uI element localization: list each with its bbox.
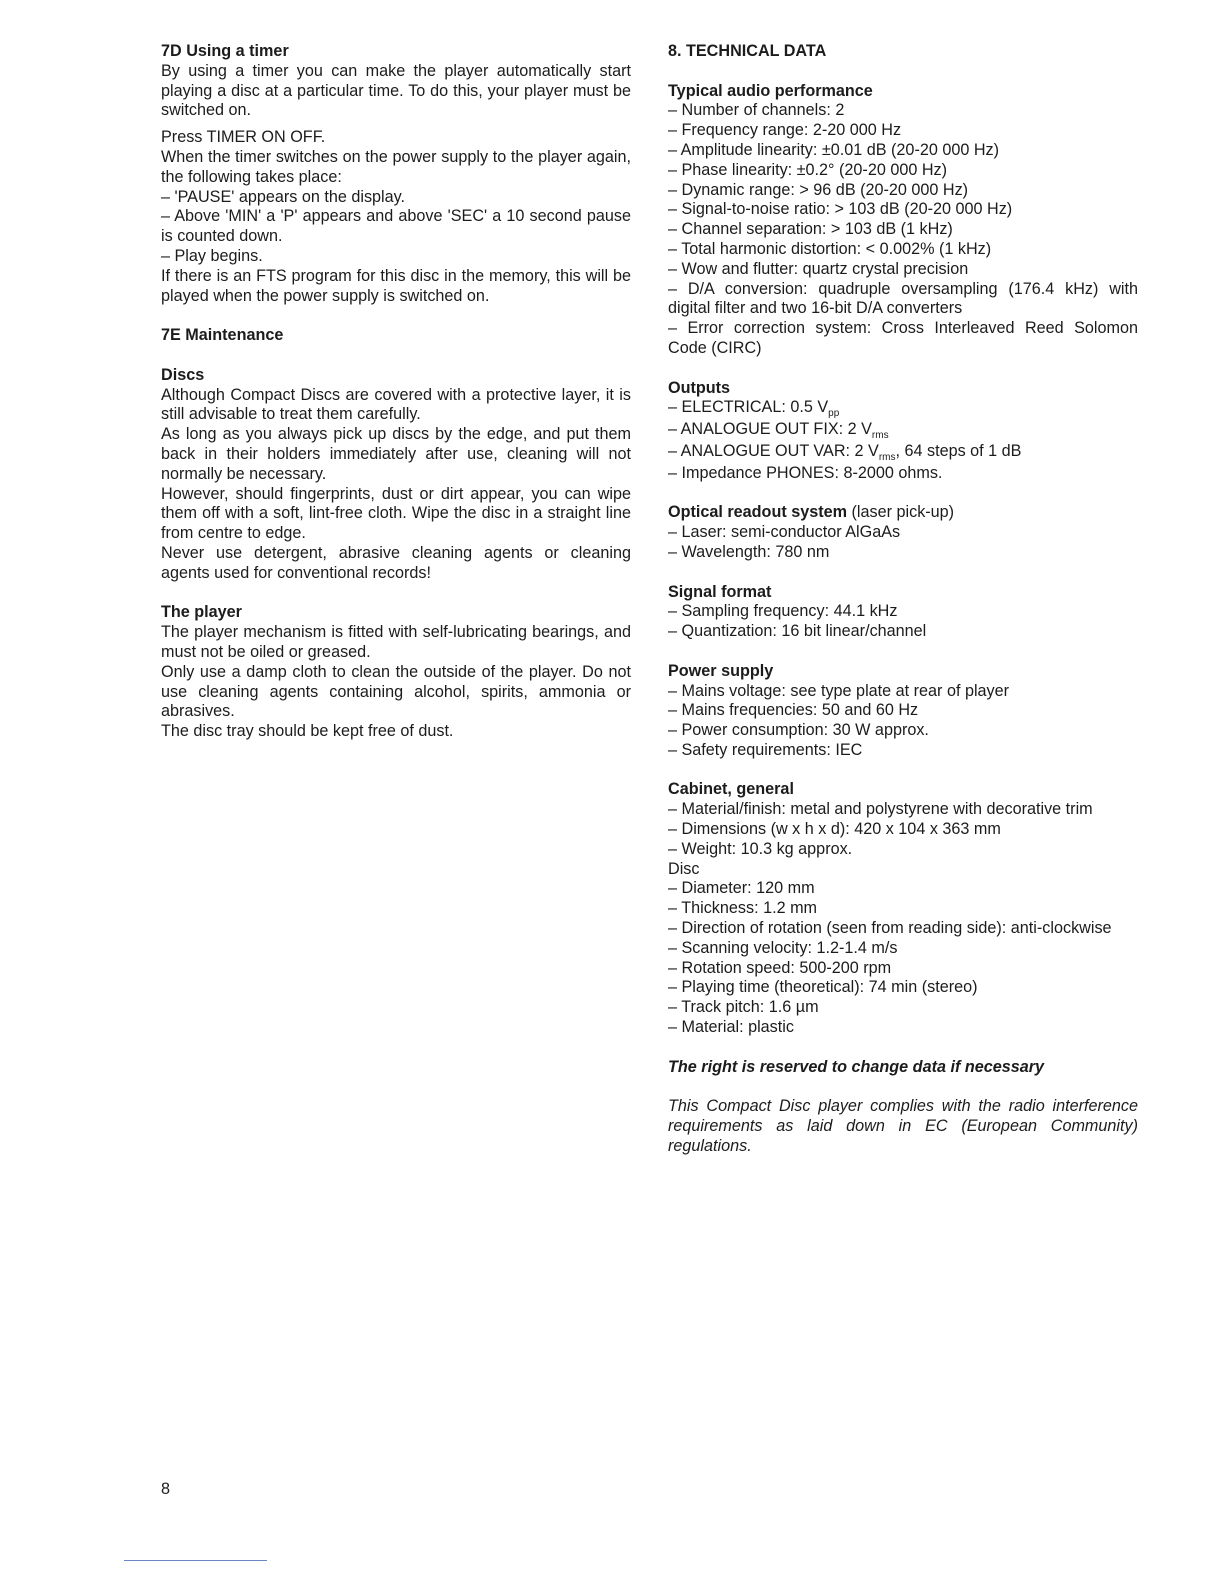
spec-item: – Mains voltage: see type plate at rear of player bbox=[668, 681, 1010, 700]
spec-item: – Playing time (theoretical): 74 min (stereo) bbox=[668, 978, 978, 997]
discs-paragraph: Although Compact Discs are covered with a protective layer, it is still advisable to treat them carefully. bbox=[161, 385, 631, 424]
timer-press: Press TIMER ON OFF. bbox=[161, 128, 326, 147]
spec-item: – Channel separation: > 103 dB (1 kHz) bbox=[668, 220, 953, 239]
spec-item: – Amplitude linearity: ±0.01 dB (20-20 000 Hz) bbox=[668, 140, 1000, 159]
player-paragraph: The disc tray should be kept free of dust. bbox=[161, 722, 454, 741]
section-the-player bbox=[161, 603, 631, 742]
section-discs bbox=[161, 366, 631, 584]
timer-step: – Above 'MIN' a 'P' appears and above 'SEC' a 10 second pause is counted down. bbox=[161, 207, 631, 246]
footer-divider bbox=[124, 1560, 267, 1561]
spec-item: – Signal-to-noise ratio: > 103 dB (20-20 000 Hz) bbox=[668, 200, 1013, 219]
spec-item: – Safety requirements: IEC bbox=[668, 740, 863, 759]
timer-intro: By using a timer you can make the player automatically start playing a disc at a particular time. To do this, your player must be switched on. bbox=[161, 61, 631, 120]
discs-paragraph: As long as you always pick up discs by the edge, and put them back in their holders immediately after use, cleaning will not normally be necessary. bbox=[161, 425, 631, 483]
out-var-text: – ANALOGUE OUT VAR: 2 V bbox=[668, 441, 879, 460]
spec-item: – Dimensions (w x h x d): 420 x 104 x 363 mm bbox=[668, 820, 1001, 839]
heading-maintenance: 7E Maintenance bbox=[161, 326, 284, 345]
spec-item: – Diameter: 120 mm bbox=[668, 879, 815, 898]
spec-item: – Scanning velocity: 1.2-1.4 m/s bbox=[668, 938, 898, 957]
section-timer bbox=[161, 42, 631, 306]
left-column bbox=[161, 42, 631, 762]
heading-signal-format: Signal format bbox=[668, 582, 772, 601]
page-number: 8 bbox=[161, 1480, 171, 1498]
timer-step: – 'PAUSE' appears on the display. bbox=[161, 187, 406, 206]
reserved-notice: The right is reserved to change data if necessary bbox=[668, 1057, 1045, 1076]
section-reserved bbox=[668, 1058, 1138, 1078]
timer-when: When the timer switches on the power supply to the player again, the following takes place: bbox=[161, 147, 631, 186]
electrical-text: – ELECTRICAL: 0.5 V bbox=[668, 398, 829, 417]
spec-item: – Material/finish: metal and polystyrene with decorative trim bbox=[668, 800, 1093, 819]
section-technical-data bbox=[668, 42, 1138, 62]
spec-item: – Error correction system: Cross Interleaved Reed Solomon Code (CIRC) bbox=[668, 319, 1138, 357]
heading-cabinet: Cabinet, general bbox=[668, 780, 794, 799]
spec-item: – Wow and flutter: quartz crystal precision bbox=[668, 259, 969, 278]
spec-item: – Rotation speed: 500-200 rpm bbox=[668, 958, 892, 977]
section-maintenance bbox=[161, 326, 631, 346]
spec-item: – Laser: semi-conductor AlGaAs bbox=[668, 523, 901, 542]
electrical-subscript: pp bbox=[828, 408, 840, 420]
spec-item: – Material: plastic bbox=[668, 1018, 794, 1037]
section-optical-readout bbox=[668, 503, 1138, 562]
spec-item: – Sampling frequency: 44.1 kHz bbox=[668, 602, 898, 621]
player-paragraph: Only use a damp cloth to clean the outside of the player. Do not use cleaning agents containing alcohol, spirits, ammonia or abrasives. bbox=[161, 662, 631, 721]
section-compliance bbox=[668, 1097, 1138, 1156]
section-outputs bbox=[668, 379, 1138, 484]
spec-item: – Phase linearity: ±0.2° (20-20 000 Hz) bbox=[668, 160, 947, 179]
section-cabinet bbox=[668, 780, 1138, 1037]
compliance-notice: This Compact Disc player complies with the radio interference requirements as laid down in EC (European Community) regulations. bbox=[668, 1097, 1138, 1155]
heading-optical-readout bbox=[668, 503, 1138, 523]
heading-outputs: Outputs bbox=[668, 378, 731, 397]
spec-item-out-fix bbox=[668, 420, 1138, 442]
heading-using-a-timer: 7D Using a timer bbox=[161, 42, 289, 60]
out-var-tail: , 64 steps of 1 dB bbox=[895, 441, 1022, 460]
player-paragraph: The player mechanism is fitted with self-lubricating bearings, and must not be oiled or greased. bbox=[161, 623, 631, 661]
right-column bbox=[668, 42, 1138, 1176]
spec-item: – Wavelength: 780 nm bbox=[668, 542, 830, 561]
spec-item: – Track pitch: 1.6 µm bbox=[668, 998, 819, 1017]
heading-discs: Discs bbox=[161, 365, 205, 384]
spec-item: – Direction of rotation (seen from reading side): anti-clockwise bbox=[668, 919, 1112, 938]
section-power-supply bbox=[668, 662, 1138, 761]
optical-title-tail: (laser pick-up) bbox=[847, 503, 955, 522]
spec-item-electrical bbox=[668, 398, 1138, 420]
spec-item: – Dynamic range: > 96 dB (20-20 000 Hz) bbox=[668, 180, 969, 199]
heading-audio-performance: Typical audio performance bbox=[668, 81, 873, 100]
heading-power-supply: Power supply bbox=[668, 661, 774, 680]
spec-item: – Weight: 10.3 kg approx. bbox=[668, 839, 853, 858]
spec-item-out-var bbox=[668, 442, 1138, 464]
spec-item: – Quantization: 16 bit linear/channel bbox=[668, 622, 927, 641]
optical-title: Optical readout system bbox=[668, 503, 848, 522]
spec-item: – Power consumption: 30 W approx. bbox=[668, 721, 929, 740]
out-var-subscript: rms bbox=[878, 451, 896, 463]
spec-item: – Frequency range: 2-20 000 Hz bbox=[668, 121, 902, 140]
spec-item: – Thickness: 1.2 mm bbox=[668, 899, 818, 918]
disc-label: Disc bbox=[668, 859, 700, 878]
spec-item: – Total harmonic distortion: < 0.002% (1 kHz) bbox=[668, 239, 992, 258]
discs-paragraph: Never use detergent, abrasive cleaning agents or cleaning agents used for conventional records! bbox=[161, 543, 631, 582]
spec-item: – Mains frequencies: 50 and 60 Hz bbox=[668, 701, 919, 720]
out-fix-subscript: rms bbox=[871, 430, 889, 442]
section-audio-performance bbox=[668, 82, 1138, 359]
heading-technical-data: 8. TECHNICAL DATA bbox=[668, 42, 827, 60]
spec-item: – Impedance PHONES: 8-2000 ohms. bbox=[668, 463, 943, 482]
out-fix-text: – ANALOGUE OUT FIX: 2 V bbox=[668, 420, 872, 439]
spec-item: – Number of channels: 2 bbox=[668, 101, 845, 120]
timer-step: – Play begins. bbox=[161, 246, 263, 265]
timer-fts: If there is an FTS program for this disc in the memory, this will be played when the power supply is switched on. bbox=[161, 266, 631, 305]
discs-paragraph: However, should fingerprints, dust or dirt appear, you can wipe them off with a soft, lint-free cloth. Wipe the disc in a straight line from centre to edge. bbox=[161, 484, 631, 543]
heading-the-player: The player bbox=[161, 603, 242, 622]
section-signal-format bbox=[668, 583, 1138, 642]
spec-item: – D/A conversion: quadruple oversampling (176.4 kHz) with digital filter and two 16-bit D/A converters bbox=[668, 279, 1138, 318]
